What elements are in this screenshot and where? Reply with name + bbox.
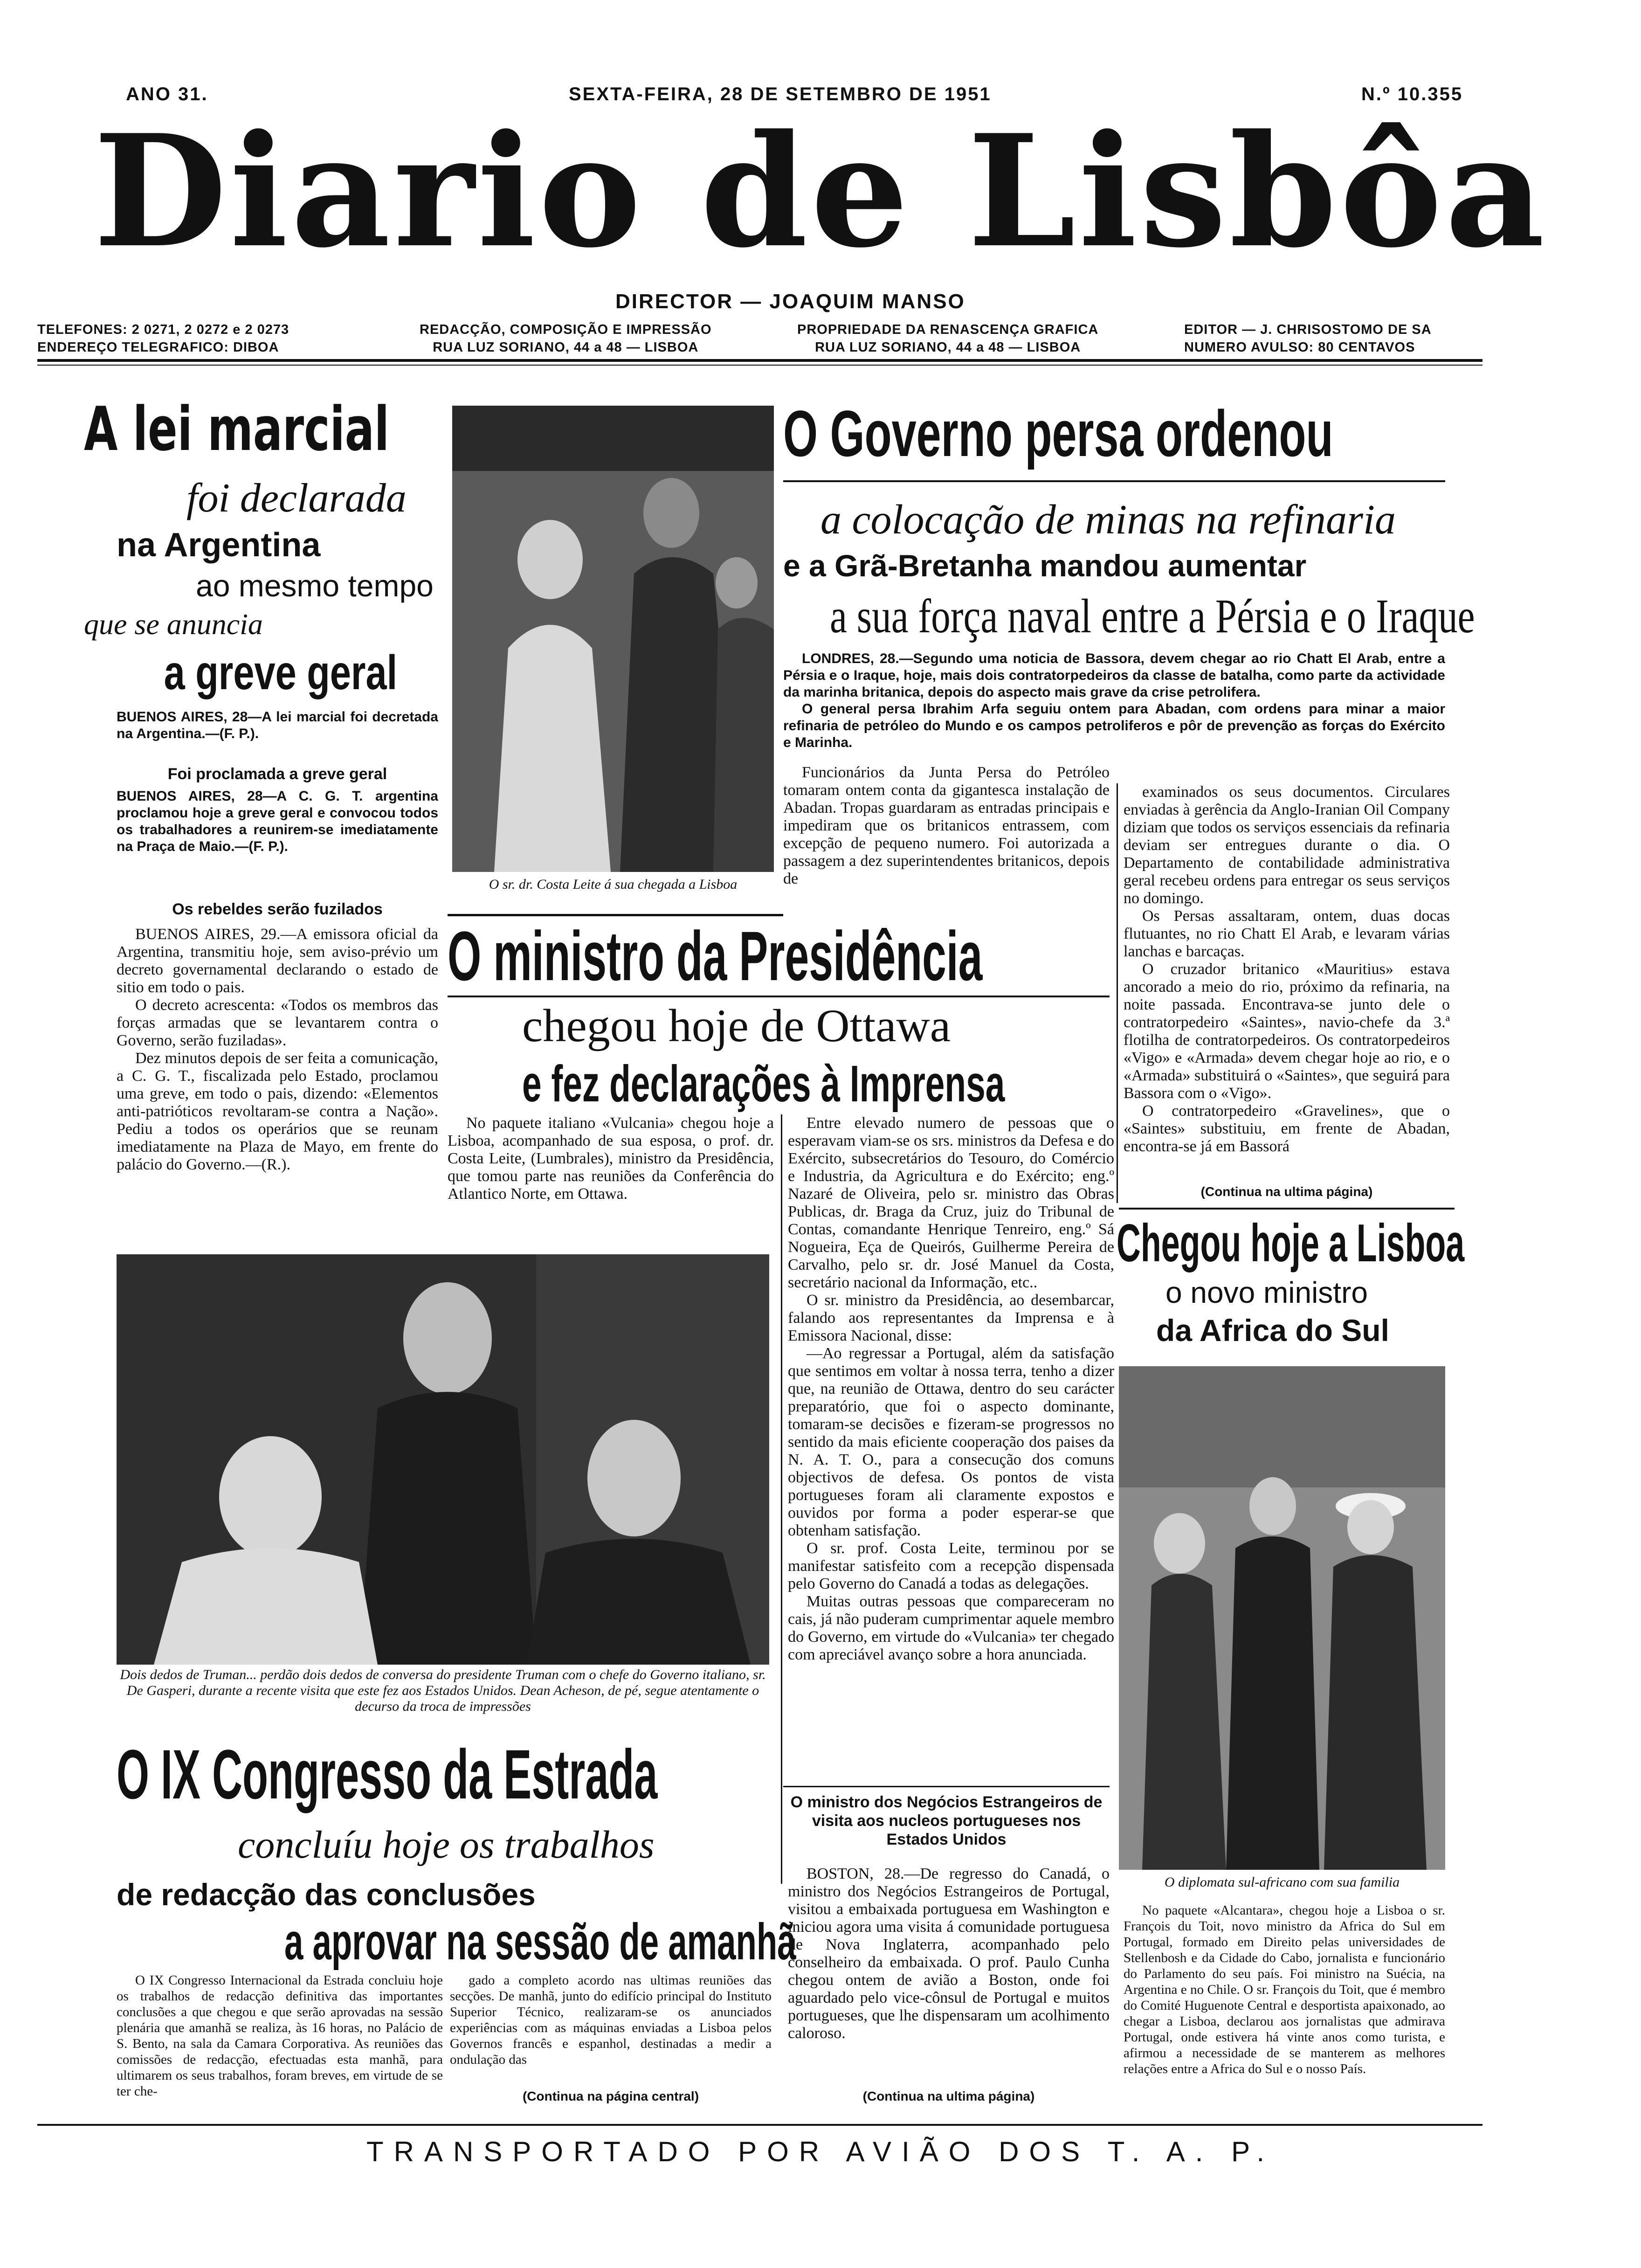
persia-col2: examinados os seus documentos. Circulares enviadas à gerência da Anglo-Iranian Oil Company diziam que todos os serviços essenciais da refinaria deviam ser entregues durante o dia. O Departamento de contabilidade administrativa geral recebeu ordens para entregar os seus serviços no domingo. Os Persas assaltaram, ontem, duas docas flutuantes, no rio Chatt El Arab, e levaram várias lanchas e barcaças. O cruzador britanico «Mauritius» estava ancorado a meio do rio, próximo da refinaria, na noite passada. Encontrava-se junto dele o contratorpedeiro «Saintes», navio-chefe da 3.ª flotilha de contratorpedeiros. Os contratorpedeiros «Vigo» e «Armada» devem chegar hoje ao rio, e o «Armada» substituirá o «Saintes», que seguirá para Bassora com o «Vigo». O contratorpedeiro «Gravelines», que o «Saintes» substituiu, em frente de Abadan, encontra-se já em Bassorá: [1124, 783, 1450, 1155]
negocios-rule: [783, 1786, 1110, 1787]
persia-col1: Funcionários da Junta Persa do Petróleo tomaram ontem conta da gigantesca instalação de Abadan. Tropas guardaram as entradas principais e impediram que os britanicos entrassem, com excepção de pequeno numero. Foi autorizada a passagem a dez superintendentes britanicos, depois de: [783, 764, 1110, 887]
congresso-subhead-2: de redacção das conclusões: [117, 1877, 536, 1912]
masthead-info-mid2: PROPRIEDADE DA RENASCENÇA GRAFICA RUA LUZ SORIANO, 44 a 48 — LISBOA: [797, 322, 1099, 355]
persia-subhead-2: e a Grã-Bretanha mandou aumentar: [783, 548, 1307, 583]
africa-body: No paquete «Alcantara», chegou hoje a Lisboa o sr. François du Toit, novo ministro da Africa do Sul em Portugal, formado em Direito pelas universidades de Stellenbosh e da Cidade do Cabo, jornalista e funcionário do Parlamento do seu país. Foi ministro na Suécia, na Argentina e no Chile. O sr. François du Toit, que é membro do Comité Huguenote Central e desportista apaixonado, ao chegar a Lisboa, declarou aos jornalistas que admirava Portugal, onde estivera há vinte anos como turista, e afirmou a necessidade de se manterem as melhores relações entre a Africa do Sul e o nosso País.: [1124, 1903, 1445, 2076]
congresso-continuation: (Continua na página central): [522, 2089, 699, 2103]
negocios-body: BOSTON, 28.—De regresso do Canadá, o ministro dos Negócios Estrangeiros de Portugal, visitou a embaixada portuguesa em Washington e iniciou agora uma visita á comunidade portuguesa de Nova Inglaterra, acompanhado pelo conselheiro da embaixada. O prof. Paulo Cunha chegou ontem de avião a Boston, onde foi aguardado pelo vice-cônsul de Portugal e muitos portugueses, que lhe dispensaram um acolhimento caloroso.: [788, 1865, 1110, 2042]
africa-subhead-2: da Africa do Sul: [1156, 1313, 1389, 1348]
director-line: DIRECTOR — JOAQUIM MANSO: [615, 290, 965, 313]
persia-continuation: (Continua na ultima página): [1200, 1184, 1373, 1199]
argentina-subhead-1: foi declarada: [186, 476, 407, 521]
congresso-subhead-1: concluíu hoje os trabalhos: [238, 1823, 655, 1867]
persia-headline: O Governo persa ordenou: [783, 397, 1333, 470]
argentina-sub-1: Foi proclamada a greve geral: [167, 765, 387, 783]
footer-rule: [37, 2124, 1482, 2126]
ministro-col2: Entre elevado numero de pessoas que o esperavam viam-se os srs. ministros da Defesa e do Exército, subsecretários do Tesouro, do Comércio e Industria, da Agricultura e do Exército; eng.º Nazaré de Oliveira, pelo sr. ministro das Obras Publicas, dr. Braga da Cruz, juiz do Tribunal de Contas, comandante Henrique Tenreiro, eng.º Sá Nogueira, Eça de Queirós, Guilherme Pereira de Carvalho, pelo sr. dr. José Manuel da Costa, secretário nacional da Informação, etc.. O sr. ministro da Presidência, ao desembarcar, falando aos representantes da Imprensa e à Emissora Nacional, disse: —Ao regressar a Portugal, além da satisfação que sentimos em voltar à nossa terra, tenho a dizer que, na reunião de Ottawa, dentro do seu carácter preparatório, que foi o aspecto dominante, tomaram-se decisões e fizeram-se progressos no sentido da mais eficiente cooperação dos paises da N. A. T. O., para a consecução dos comuns objectivos de defesa. Os pontos de vista portugueses foram ali claramente expostos e ouvidos por forma a poder esperar-se que obtenham satisfação. O sr. prof. Costa Leite, terminou por se manifestar satisfeito com a recepção dispensada pelo Governo do Canadá a todas as delegações. Muitas outras pessoas que compareceram no cais, já não puderam cumprimentar aquele membro do Governo, em virtude do «Vulcania» ter chegado com apreciável avanço sobre a hora anunciada.: [788, 1114, 1114, 1663]
issue-number: N.º 10.355: [1361, 84, 1463, 104]
argentina-lead: BUENOS AIRES, 28—A lei marcial foi decretada na Argentina.—(F. P.).: [117, 709, 438, 741]
ministro-subhead-2: e fez declarações à Imprensa: [522, 1055, 1005, 1113]
masthead-info-left: TELEFONES: 2 0271, 2 0272 e 2 0273 ENDEREÇO TELEGRAFICO: DIBOA: [37, 322, 290, 355]
column-divider: [1117, 783, 1118, 1203]
argentina-p1: BUENOS AIRES, 28—A C. G. T. argentina proclamou hoje a greve geral e convocou todos os trabalhadores a reunirem-se imediatamente na Praça de Maio.—(F. P.).: [117, 788, 438, 854]
argentina-sub-2: Os rebeldes serão fuzilados: [172, 900, 383, 918]
masthead-info-right: EDITOR — J. CHRISOSTOMO DE SA NUMERO AVULSO: 80 CENTAVOS: [1184, 322, 1432, 355]
newspaper-title: Diario de Lisbôa: [93, 101, 1548, 282]
ministro-col1: No paquete italiano «Vulcania» chegou hoje a Lisboa, acompanhado de sua esposa, o prof. dr. Costa Leite, (Lumbrales), ministro da Presidência, que tomou parte nas reuniões da Conferência do Atlantico Norte, em Ottawa.: [448, 1114, 774, 1203]
persia-lead: LONDRES, 28.—Segundo uma noticia de Bassora, devem chegar ao rio Chatt El Arab, entre a Pérsia e o Iraque, hoje, mais dois contratorpedeiros da classe de batalha, como parte da actividade da marinha britanica, depois do aspecto mais grave da crise petrolifera. O general persa Ibrahim Arfa seguiu ontem para Abadan, com ordens para minar a maior refinaria de petróleo do Mundo e os campos petroliferos e pôr de prevenção as forças do Exército e Marinha.: [783, 651, 1445, 750]
negocios-continuation: (Continua na ultima página): [862, 2089, 1035, 2103]
persia-end-rule: [1119, 1208, 1455, 1210]
argentina-subhead-2: na Argentina: [117, 526, 321, 564]
argentina-article: [84, 394, 448, 700]
argentina-subhead-4: que se anuncia: [84, 608, 263, 641]
congresso-col1: O IX Congresso Internacional da Estrada concluiu hoje os trabalhos de redacção definitiva das importantes conclusões a que chegou e que serão aprovadas na sessão plenária que amanhã se realiza, às 16 horas, no Palácio de S. Bento, na sala da Camara Corporativa. As reuniões das comissões de redacção, efectuadas esta manhã, para ultimarem os seus trabalhos, foram breves, em virtude de se ter che-: [117, 1973, 443, 2099]
ministro-headline: O ministro da Presidência: [448, 917, 983, 995]
costa-leite-photo: [452, 406, 774, 872]
argentina-subhead-5: a greve geral: [164, 646, 398, 700]
argentina-headline: A lei marcial: [84, 394, 389, 464]
argentina-body: BUENOS AIRES, 29.—A emissora oficial da Argentina, transmitiu hoje, sem aviso-prévio um decreto governamental declarando o estado de sitio em todo o pais. O decreto acrescenta: «Todos os membros das forças armadas que se levantarem contra o Governo, serão fuziladas». Dez minutos depois de ser feita a comunicação, a C. G. T., fiscalizada pelo Estado, proclamou uma greve, em todo o pais, dizendo: «Elementos anti-patrióticos revoltaram-se contra a Nação». Pediu a todos os operários que se reunam imediatamente na Plaza de Mayo, em frente do palácio do Governo.—(R.).: [117, 926, 438, 1173]
persia-subhead-1: a colocação de minas na refinaria: [820, 497, 1396, 543]
argentina-subhead-3: ao mesmo tempo: [196, 568, 434, 603]
truman-caption: Dois dedos de Truman... perdão dois dedos de conversa do presidente Truman com o chefe do Governo italiano, sr. De Gasperi, durante a recente visita que este fez aos Estados Unidos. Dean Acheson, de pé, segue atentamente o decurso da troca de impressões: [120, 1667, 766, 1714]
persia-subhead-3: a sua força naval entre a Pérsia e o Iraque: [830, 589, 1475, 643]
ministro-subhead-1: chegou hoje de Ottawa: [522, 1000, 951, 1051]
costa-leite-caption: O sr. dr. Costa Leite á sua chegada a Lisboa: [489, 877, 738, 892]
congresso-subhead-3: a aprovar na sessão de amanhã: [284, 1913, 796, 1971]
africa-headline: Chegou hoje a Lisboa: [1117, 1214, 1465, 1273]
truman-photo: [117, 1254, 769, 1665]
masthead-rule: [37, 359, 1482, 362]
persia-rule: [783, 480, 1445, 482]
column-divider-2: [781, 1114, 782, 1884]
year-label: ANO 31.: [126, 84, 208, 104]
africa-caption: O diplomata sul-africano com sua familia: [1164, 1874, 1400, 1890]
date-label: SEXTA-FEIRA, 28 DE SETEMBRO DE 1951: [569, 84, 992, 104]
congresso-headline: O IX Congresso da Estrada: [117, 1735, 658, 1813]
masthead-info-mid1: REDACÇÃO, COMPOSIÇÃO E IMPRESSÃO RUA LUZ SORIANO, 44 a 48 — LISBOA: [420, 322, 712, 355]
photo1-rule: [448, 914, 783, 916]
africa-subhead-1: o novo ministro: [1165, 1276, 1368, 1309]
ministro-rule: [448, 996, 1110, 997]
masthead-rule-thin: [37, 365, 1482, 366]
africa-photo: [1119, 1366, 1445, 1870]
negocios-subhead: O ministro dos Negócios Estrangeiros de visita aos nucleos portugueses nos Estados Unidos: [790, 1793, 1103, 1848]
congresso-col2: gado a completo acordo nas ultimas reuniões das secções. De manhã, junto do edifício principal do Instituto Superior Técnico, realizaram-se os anunciados experiências com as máquinas enviadas a Lisboa pelos Governos francês e espanhol, destinadas a medir a ondulação das: [450, 1973, 772, 2067]
footer-transport-line: TRANSPORTADO POR AVIÃO DOS T. A. P.: [366, 2136, 1275, 2167]
